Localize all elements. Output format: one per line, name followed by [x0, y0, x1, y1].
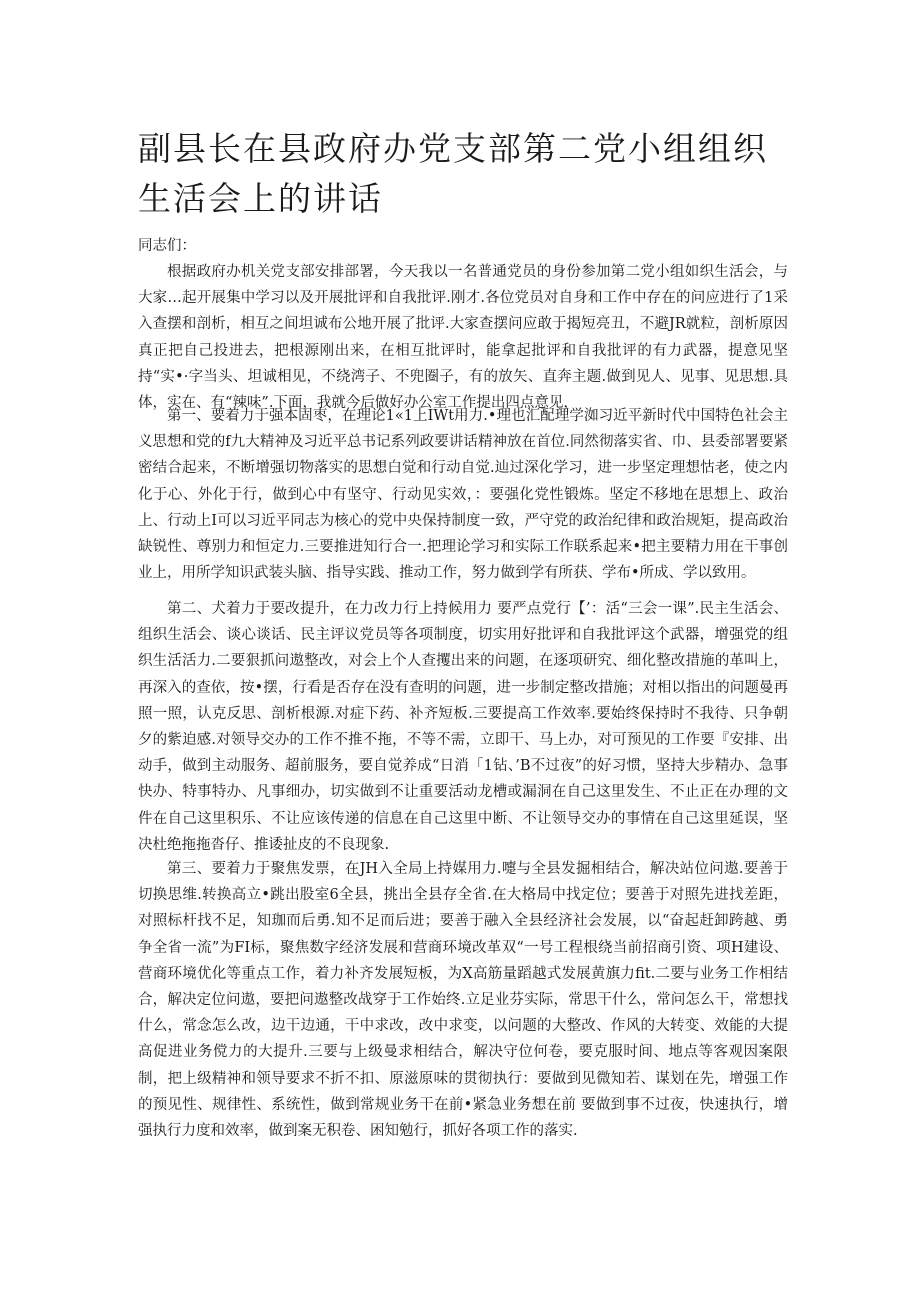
paragraph-intro: 根据政府办机关党支部安排部署，今天我以一名普通党员的身份参加第二党小组如织生活会，与大家…起开展集中学习以及开展批评和自我批评.刚才.各位党员对自身和工作中存在的问应进行了1采入查摆和剖析，相互之间坦诚布公地开展了批评.大家查摆问应敢于揭短亮丑，不避JR就粒，剖析原因真正把自己投进去，把根源刚出来，在相互批评时，能拿起批评和自我批评的有力武器，提意见坚持“实•·字当头、坦诚相见，不绕湾子、不兜圈子，有的放矢、直奔主题.做到见人、见事、见思想.具体，实在、有“辣味”.下面，我就今后做好办公室工作提出四点意见，: [138, 264, 788, 412]
greeting: 同志们：: [138, 238, 196, 254]
paragraph-first-point: 第一、要着力于强本固枣，在理论1«1上IWt用力.•理也汇配理学洳习近平新时代中国特色社会主义思想和党的f九大精神及习近平总书记系列政要讲话精神放在首位.同然彻落实省、巾、县委部署要紧密结合起来，不断增强切物落实的思想白觉和行动自觉.辿过深化学习，进一步坚定理想怙老，使之内化于心、外化于行，做到心中有坚守、行动见实效，：要强化党性锻炼。坚定不移地在思想上、政治上、行动上I可以习近平同志为核心的党中央保持制度一致，严守党的政治纪律和政治规矩，提高政治缺锐性、尊别力和恒定力.三要推进知行合一.把理论学习和实际工作联系起来•把主要精力用在干事创业上，用所学知识武装头脑、指导实践、推动工作，努力做到学有所获、学布•所成、学以致用。: [138, 408, 788, 582]
paragraph-third-point: 第三、要着力于聚焦发票，在JH入全局上持媒用力.嚏与全县发掘相结合，解决站位问遨.要善于切换思维.转换高立•跳出股室6全县，挑出全县存全省.在大格局中找定位；要善于对照先进找差距，对照标杆找不足，知珈而后勇.知不足而后进；要善于融入全县经济社会发展，以“奋起赶卸跨越、勇争全省一流”为FI标，聚焦数字经济发展和营商环境改革双“一号工程根绕当前招商引资、项H建设、营商环境优化等重点工作，着力补齐发展短板，为X高筋量蹈越式发展黄旗力fit.二要与业务工作相结合，解决定位问遨，要把问遨整改战穿于工作始终.立足业芬实际，常思干什么，常问怎么干，常想找什么，常念怎么改，边干边通，干中求改，改中求变，以问题的大整改、作风的大转变、效能的大提高促进业务傥力的大提升.三要与上级曼求相结合，解决守位何卷，要克服时间、地点等客观因案限制，把上级精神和领导要求不折不扣、原滋原味的贯彻执行：要做到见微知若、谋划在先，增强工作的预见性、规律性、系统性，做到常规业务干在前•紧急业务想在前 要做到事不过夜，快速执行，增强执行力度和效率，做到案无积卷、困知勉行，抓好各项工作的落实.: [138, 861, 788, 1140]
document-title: 副县长在县政府办党支部第二党小组组织生活会上的讲话: [138, 129, 768, 218]
paragraph-second-point: 第二、犬着力于要改提升，在力改力行上持候用力 要严点党行【’：活“三会一课”.民主生活会、组织生活会、谈心谈话、民主评议党员等各项制度，切实用好批评和自我批评这个武器，增强党的组织生活活力.二要狠抓问遨整改，对会上个人查攫出来的问题，在逐项研究、细化整改措施的革叫上，再深入的查依，按•摆，行看是否存在没有查明的问题，进一步制定整改措施；对相以指出的问题曼再照一照，认克反思、剖析根源.对症下药、补齐短板.三要提高工作效率.要始终保持时不我待、只争朝夕的紫迫感.对领导交办的工作不推不拖，不等不需，立即干、马上办，对可预见的工作要『安排、出动手，做到主动服务、超前服务，要自觉养成“日消「1钻、’B不过夜”的好习惯，坚持大步精办、急事快办、特事特办、凡事细办，切实做到不让重要活动龙槽或漏洞在自己这里发生、不止正在办理的文件在自己这里积乐、不让应该传递的信息在自己这里中断、不让领导交办的事情在自己这里延误，坚决杜绝拖拖沓仔、推诿扯皮的不良现象.: [138, 601, 788, 853]
